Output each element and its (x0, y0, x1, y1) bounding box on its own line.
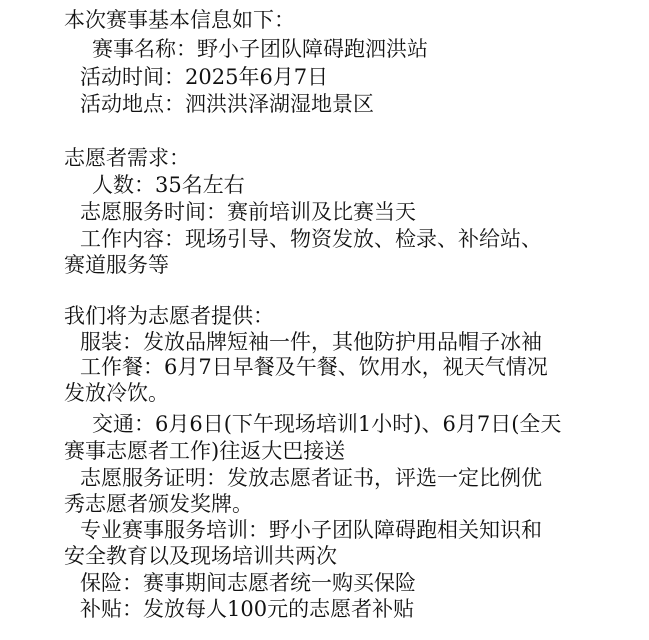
provisions-heading: 我们将为志愿者提供： (64, 304, 274, 328)
volunteer-work-content-cont: 赛道服务等 (64, 253, 169, 277)
provision-meal-cont: 发放冷饮。 (64, 381, 169, 405)
volunteer-needs-heading: 志愿者需求： (64, 146, 190, 170)
provision-subsidy: 补贴：发放每人100元的志愿者补贴 (80, 597, 415, 621)
provision-insurance: 保险：赛事期间志愿者统一购买保险 (80, 571, 416, 595)
provision-transport: 交通：6月6日(下午现场培训1小时)、6月7日(全天 (92, 412, 562, 436)
volunteer-work-content: 工作内容：现场引导、物资发放、检录、补给站、 (80, 227, 542, 251)
event-name: 赛事名称：野小子团队障碍跑泗洪站 (92, 37, 428, 61)
volunteer-service-time: 志愿服务时间：赛前培训及比赛当天 (80, 200, 416, 224)
event-time: 活动时间：2025年6月7日 (80, 65, 329, 89)
provision-certificate: 志愿服务证明：发放志愿者证书，评选一定比例优 (80, 466, 542, 490)
event-location: 活动地点：泗洪洪泽湖湿地景区 (80, 92, 374, 116)
provision-transport-cont: 赛事志愿者工作)往返大巴接送 (64, 439, 346, 463)
provision-training: 专业赛事服务培训：野小子团队障碍跑相关知识和 (80, 518, 542, 542)
event-info-heading: 本次赛事基本信息如下： (64, 8, 295, 32)
provision-certificate-cont: 秀志愿者颁发奖牌。 (64, 492, 253, 516)
provision-clothing: 服装：发放品牌短袖一件，其他防护用品帽子冰袖 (80, 330, 542, 354)
volunteer-count: 人数：35名左右 (92, 173, 245, 197)
provision-meal: 工作餐：6月7日早餐及午餐、饮用水，视天气情况 (80, 355, 548, 379)
provision-training-cont: 安全教育以及现场培训共两次 (64, 544, 337, 568)
